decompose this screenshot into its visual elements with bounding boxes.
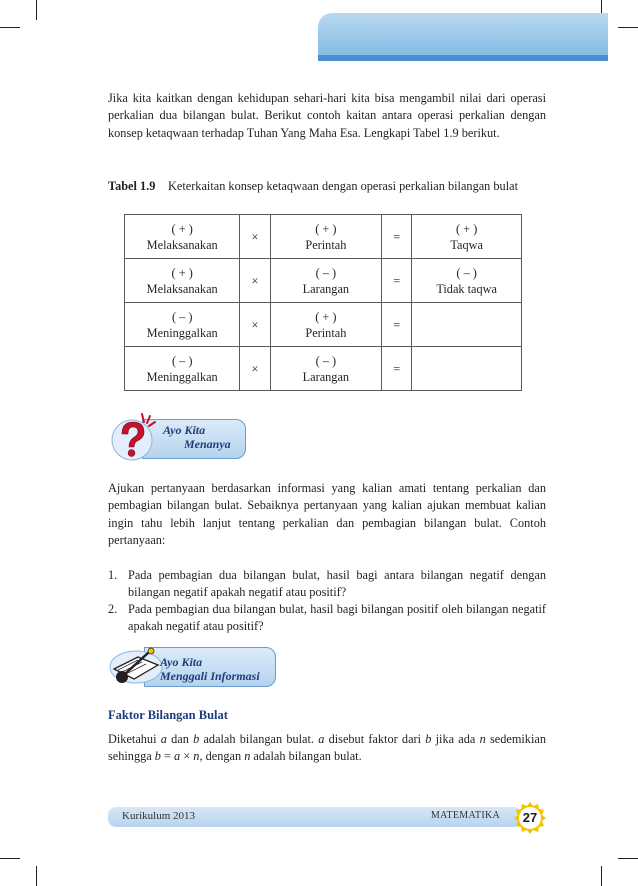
question-mark-icon (108, 410, 166, 462)
badge-ask-line2: Menanya (184, 437, 231, 451)
footer-subject: MATEMATIKA (430, 810, 500, 821)
page-number: 27 (522, 810, 538, 825)
table-row (125, 303, 522, 347)
cell-command (270, 303, 382, 347)
term-label: Melaksanakan (146, 281, 218, 296)
crop-mark (36, 866, 37, 886)
cell-result (412, 215, 522, 259)
intro-paragraph: Jika kita kaitkan dengan kehidupan sehari-hari kita bisa mengambil nilai dari operasi perkalian dua bilangan bulat. Berikut contoh kaitan antara operasi perkalian dengan konsep ketaqwaan terhadap Tuhan Yang Maha Esa. Lengkapi Tabel 1.9 berikut. (108, 91, 546, 140)
equals-operator: = (382, 259, 412, 303)
cell-action (125, 215, 240, 259)
badge-explore-line2: Menggali Informasi (160, 669, 260, 683)
term-label: Perintah (305, 237, 347, 252)
crop-mark (618, 858, 638, 859)
term-label: Larangan (302, 369, 350, 384)
variable-a: a (174, 749, 181, 764)
footer-bar (108, 807, 522, 827)
equals-operator: = (382, 303, 412, 347)
variable-a: a (160, 732, 167, 746)
sign-label: ( – ) (171, 353, 193, 368)
variable-n: n (193, 749, 200, 764)
book-magnifier-icon (108, 645, 164, 685)
sign-label: ( – ) (171, 309, 193, 324)
sign-label: ( + ) (171, 221, 193, 236)
table-row (125, 347, 522, 391)
term-label: Taqwa (450, 237, 483, 252)
crop-mark (601, 866, 602, 886)
variable-a: a (318, 732, 325, 746)
cell-result (412, 259, 522, 303)
crop-mark (0, 27, 20, 28)
text-run: , dengan (199, 749, 245, 764)
text-run: disebut faktor dari (324, 732, 426, 746)
variable-n: n (479, 732, 486, 746)
variable-b: b (425, 732, 432, 746)
text-run: Diketahui (108, 732, 161, 746)
sign-label: ( + ) (315, 221, 337, 236)
cell-action (125, 259, 240, 303)
badge-ask-line1: Ayo Kita (163, 423, 206, 437)
term-label: Melaksanakan (146, 237, 218, 252)
text-run: adalah bilangan bulat. (199, 732, 319, 746)
text-run: × (180, 749, 194, 764)
cell-command (270, 215, 382, 259)
sign-label: ( – ) (315, 353, 337, 368)
equals-operator: = (382, 215, 412, 259)
times-operator: × (240, 347, 270, 391)
times-operator: × (240, 215, 270, 259)
term-label: Larangan (302, 281, 350, 296)
list-text: Pada pembagian dua bilangan bulat, hasil bagi bilangan positif oleh bilangan negatif apakah negatif atau positif? (128, 602, 546, 634)
times-operator: × (240, 259, 270, 303)
page-number-badge (513, 801, 547, 835)
ask-paragraph: Ajukan pertanyaan berdasarkan informasi yang kalian amati tentang perkalian dan pembagian bilangan bulat. Sebaiknya pertanyaan yang kalian ajukan membuat kalian ingin tahu lebih lanjut tentang perkalian dan pembagian bilangan bulat. Contoh pertanyaan: (108, 481, 546, 547)
table-row (125, 259, 522, 303)
cell-command (270, 347, 382, 391)
text-run: = (160, 749, 175, 764)
ketaqwaan-table (124, 214, 522, 391)
cell-action (125, 303, 240, 347)
text-run: sedemikian sehingga (108, 732, 546, 764)
section-title: Faktor Bilangan Bulat (108, 708, 228, 722)
term-label: Tidak taqwa (436, 281, 497, 296)
crop-mark (618, 27, 638, 28)
crop-mark (0, 858, 20, 859)
cell-result (412, 347, 522, 391)
term-label: Meninggalkan (146, 325, 218, 340)
badge-explore-line1: Ayo Kita (160, 655, 203, 669)
sign-label: ( + ) (315, 309, 337, 324)
list-number: 2. (108, 602, 118, 616)
term-label: Perintah (305, 325, 347, 340)
table-caption-label: Tabel 1.9 (108, 179, 156, 193)
cell-command (270, 259, 382, 303)
crop-mark (36, 0, 37, 20)
list-number: 1. (108, 568, 118, 582)
text-run: dan (166, 732, 194, 746)
equals-operator: = (382, 347, 412, 391)
sign-label: ( + ) (171, 265, 193, 280)
footer-curriculum: Kurikulum 2013 (122, 810, 196, 822)
cell-action (125, 347, 240, 391)
sign-label: ( – ) (456, 265, 477, 280)
variable-n: n (244, 749, 251, 764)
text-run: jika ada (431, 732, 480, 746)
list-text: Pada pembagian dua bilangan bulat, hasil bagi antara bilangan negatif dengan bilangan negatif apakah negatif atau positif? (128, 568, 546, 600)
badge-ayo-kita-menanya (108, 410, 248, 462)
badge-ayo-kita-menggali-informasi (108, 643, 278, 689)
cell-result (412, 303, 522, 347)
factor-paragraph (108, 731, 546, 766)
term-label: Meninggalkan (146, 369, 218, 384)
header-band (318, 13, 608, 61)
variable-b: b (193, 732, 200, 746)
times-operator: × (240, 303, 270, 347)
variable-b: b (154, 749, 161, 764)
table-caption-text: Keterkaitan konsep ketaqwaan dengan operasi perkalian bilangan bulat (168, 179, 518, 193)
sign-label: ( – ) (315, 265, 337, 280)
text-run: adalah bilangan bulat. (250, 749, 362, 764)
sign-label: ( + ) (456, 221, 478, 236)
table-row (125, 215, 522, 259)
